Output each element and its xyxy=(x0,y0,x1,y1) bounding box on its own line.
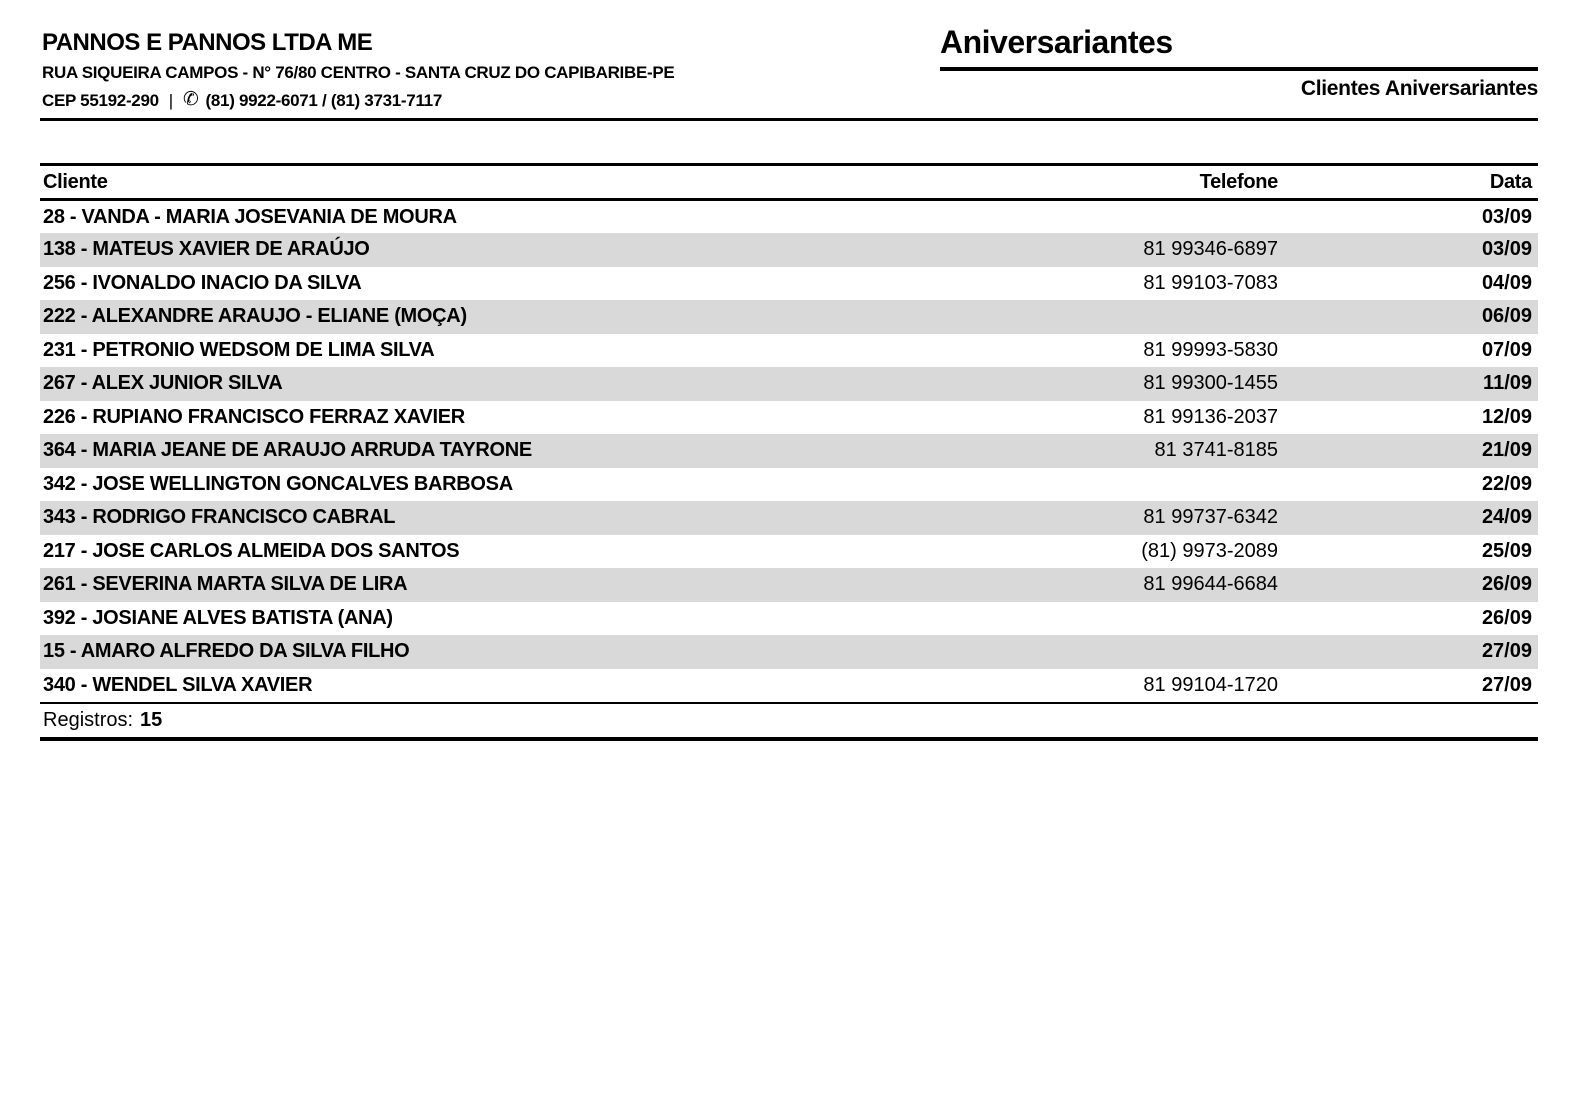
table-row xyxy=(40,200,1538,234)
date-cell: 06/09 xyxy=(1481,305,1532,328)
table-row xyxy=(40,233,1538,267)
column-header-cliente: Cliente xyxy=(40,165,981,200)
client-cell: 222 - ALEXANDRE ARAUJO - ELIANE (MOÇA) xyxy=(43,305,467,328)
phone-cell: 81 99104-1720 xyxy=(1143,673,1278,696)
date-cell: 04/09 xyxy=(1481,271,1532,294)
date-cell: 21/09 xyxy=(1481,439,1532,462)
client-cell: 261 - SEVERINA MARTA SILVA DE LIRA xyxy=(43,573,408,596)
report-subtitle: Clientes Aniversariantes xyxy=(1300,77,1538,100)
phone-cell xyxy=(981,300,1281,334)
date-cell: 22/09 xyxy=(1481,472,1532,495)
client-cell: 342 - JOSE WELLINGTON GONCALVES BARBOSA xyxy=(43,472,513,495)
title-block xyxy=(940,24,1538,101)
phone-cell xyxy=(981,200,1281,234)
column-header-telefone: Telefone xyxy=(981,165,1281,200)
phone-cell xyxy=(981,468,1281,502)
separator-pipe: | xyxy=(168,90,173,110)
client-cell: 343 - RODRIGO FRANCISCO CABRAL xyxy=(43,506,396,529)
table-row xyxy=(40,635,1538,669)
company-address: RUA SIQUEIRA CAMPOS - N° 76/80 CENTRO - SANTA CRUZ DO CAPIBARIBE-PE xyxy=(42,63,675,83)
telephone-icon: ✆ xyxy=(182,89,199,111)
table-row xyxy=(40,367,1538,401)
table-row xyxy=(40,568,1538,602)
client-cell: 364 - MARIA JEANE DE ARAUJO ARRUDA TAYRONE xyxy=(43,439,532,462)
records-count-label: Registros: xyxy=(43,709,134,731)
client-cell: 231 - PETRONIO WEDSOM DE LIMA SILVA xyxy=(43,338,435,361)
company-contact xyxy=(42,88,674,113)
client-cell: 28 - VANDA - MARIA JOSEVANIA DE MOURA xyxy=(43,205,457,228)
date-cell: 03/09 xyxy=(1481,205,1532,228)
date-cell: 27/09 xyxy=(1481,673,1532,696)
date-cell: 03/09 xyxy=(1481,238,1532,261)
date-cell: 26/09 xyxy=(1481,606,1532,629)
phone-cell: 81 99346-6897 xyxy=(1143,238,1278,261)
report-table-wrap xyxy=(40,163,1538,741)
client-cell: 256 - IVONALDO INACIO DA SILVA xyxy=(43,271,362,294)
date-cell: 24/09 xyxy=(1481,506,1532,529)
date-cell: 25/09 xyxy=(1481,539,1532,562)
phone-cell xyxy=(981,635,1281,669)
date-cell: 26/09 xyxy=(1481,573,1532,596)
client-cell: 217 - JOSE CARLOS ALMEIDA DOS SANTOS xyxy=(43,539,460,562)
company-cep: CEP 55192-290 xyxy=(42,90,159,110)
table-row xyxy=(40,267,1538,301)
phone-cell: 81 99993-5830 xyxy=(1143,338,1278,361)
date-cell: 27/09 xyxy=(1481,640,1532,663)
phone-cell: 81 99136-2037 xyxy=(1143,405,1278,428)
company-name: PANNOS E PANNOS LTDA ME xyxy=(42,29,373,56)
phone-cell: 81 99300-1455 xyxy=(1143,372,1278,395)
table-row xyxy=(40,334,1538,368)
table-row xyxy=(40,300,1538,334)
table-row xyxy=(40,501,1538,535)
client-cell: 15 - AMARO ALFREDO DA SILVA FILHO xyxy=(43,640,410,663)
table-row xyxy=(40,669,1538,703)
date-cell: 12/09 xyxy=(1481,405,1532,428)
phone-cell: 81 99644-6684 xyxy=(1143,573,1278,596)
company-block xyxy=(42,30,674,113)
records-count-row xyxy=(40,702,1538,741)
records-count-value: 15 xyxy=(140,709,163,731)
client-cell: 226 - RUPIANO FRANCISCO FERRAZ XAVIER xyxy=(43,405,465,428)
table-row xyxy=(40,468,1538,502)
date-cell: 11/09 xyxy=(1483,372,1532,395)
table-row xyxy=(40,401,1538,435)
report-title: Aniversariantes xyxy=(940,24,1538,71)
table-header-row xyxy=(40,165,1538,200)
birthdays-table xyxy=(40,163,1538,702)
table-header xyxy=(40,165,1538,200)
phone-cell: 81 3741-8185 xyxy=(1154,439,1278,462)
date-cell: 07/09 xyxy=(1481,338,1532,361)
table-body xyxy=(40,200,1538,703)
phone-cell: 81 99103-7083 xyxy=(1143,271,1278,294)
client-cell: 267 - ALEX JUNIOR SILVA xyxy=(43,372,283,395)
table-row xyxy=(40,434,1538,468)
phone-cell: 81 99737-6342 xyxy=(1143,506,1278,529)
client-cell: 138 - MATEUS XAVIER DE ARAÚJO xyxy=(43,238,370,261)
table-row xyxy=(40,535,1538,569)
client-cell: 340 - WENDEL SILVA XAVIER xyxy=(43,673,313,696)
phone-cell: (81) 9973-2089 xyxy=(1141,539,1278,562)
phone-cell xyxy=(981,602,1281,636)
report-header xyxy=(40,0,1538,121)
company-phones: (81) 9922-6071 / (81) 3731-7117 xyxy=(205,90,442,110)
table-row xyxy=(40,602,1538,636)
client-cell: 392 - JOSIANE ALVES BATISTA (ANA) xyxy=(43,606,393,629)
column-header-data: Data xyxy=(1281,165,1538,200)
